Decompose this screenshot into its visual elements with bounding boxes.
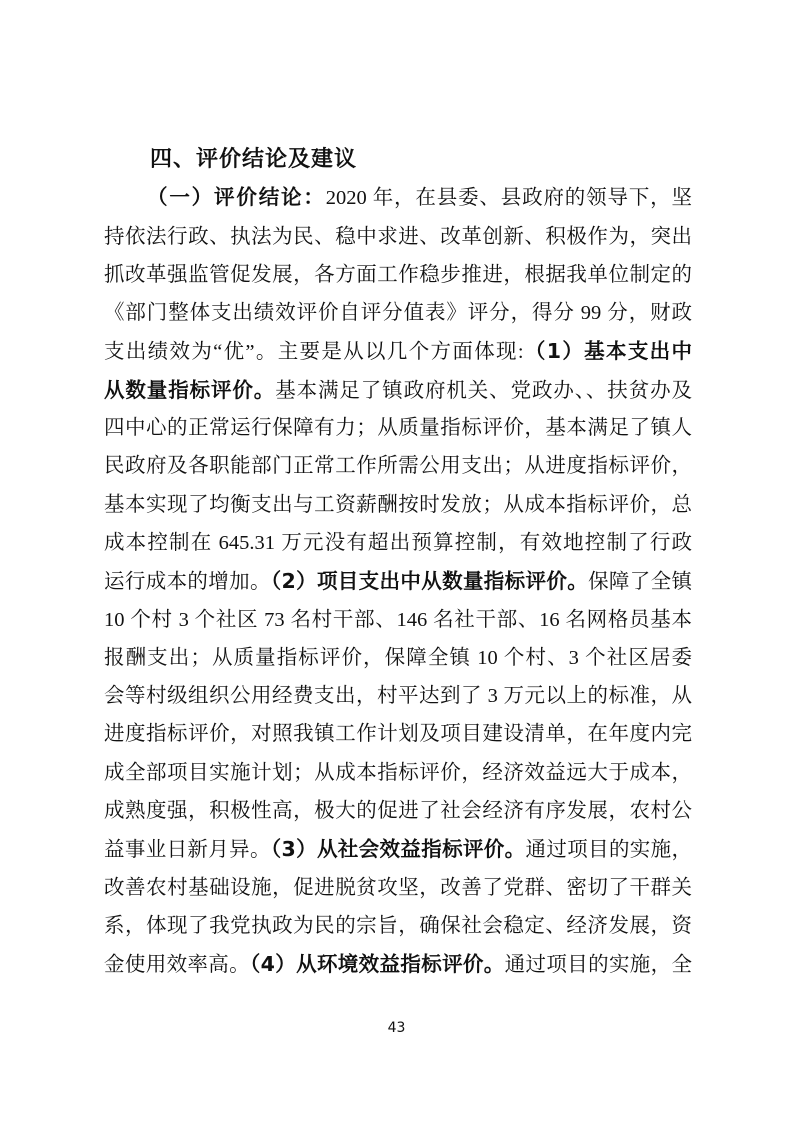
text-segment: 进度指标评价，对照我镇工作计划及项目建设清单，在年度内完 — [104, 723, 692, 746]
text-line — [104, 830, 692, 868]
text-segment: （2）项目支出中从数量指标评价。 — [270, 569, 589, 594]
text-segment: 改善农村基础设施，促进脱贫攻坚，改善了党群、密切了干群关 — [104, 876, 692, 899]
section-heading: 四、评价结论及建议 — [150, 147, 358, 172]
text-line — [104, 677, 692, 715]
text-segment: （一）评价结论： — [147, 187, 326, 210]
text-segment: 会等村级组织公用经费支出，村平达到了 3 万元以上的标准，从 — [104, 685, 692, 708]
text-segment: 保障了全镇 — [588, 571, 692, 594]
document-body — [104, 141, 692, 984]
text-segment: 基本满足了镇政府机关、党政办、、扶贫办及 — [275, 379, 692, 402]
text-segment: 金使用效率高。 — [104, 954, 250, 977]
text-segment: （1）基本支出中 — [523, 339, 692, 364]
text-line — [104, 524, 692, 562]
text-line — [104, 447, 692, 485]
text-segment: （4）从环境效益指标评价。 — [250, 952, 505, 977]
text-line — [104, 907, 692, 945]
text-segment: 成全部项目实施计划；从成本指标评价，经济效益远大于成本， — [104, 761, 692, 784]
text-segment: 基本实现了均衡支出与工资薪酬按时发放；从成本指标评价，总 — [104, 493, 692, 516]
page-number: 43 — [387, 1020, 406, 1036]
text-segment: 持依法行政、执法为民、稳中求进、改革创新、积极作为，突出 — [104, 225, 692, 248]
text-line — [104, 792, 692, 830]
text-segment: （3）从社会效益指标评价。 — [270, 837, 526, 862]
text-segment: 成本控制在 645.31 万元没有超出预算控制，有效地控制了行政 — [104, 531, 692, 554]
text-segment: 支出绩效为“优”。主要是从以几个方面体现: — [104, 341, 524, 364]
text-line — [104, 256, 692, 294]
text-segment: 通过项目的实施， — [525, 839, 692, 862]
text-segment: 通过项目的实施，全 — [504, 954, 692, 977]
text-segment: 报酬支出；从质量指标评价，保障全镇 10 个村、3 个社区居委 — [104, 646, 692, 669]
text-line — [104, 371, 692, 409]
text-segment: 2020 年，在县委、县政府的领导下，坚 — [325, 187, 692, 210]
text-line — [104, 294, 692, 332]
text-line — [104, 639, 692, 677]
text-line — [104, 218, 692, 256]
text-line — [104, 562, 692, 600]
text-segment: 成熟度强，积极性高，极大的促进了社会经济有序发展，农村公 — [104, 800, 692, 823]
text-segment: 民政府及各职能部门正常工作所需公用支出；从进度指标评价， — [104, 455, 692, 478]
text-line — [104, 486, 692, 524]
text-line — [104, 409, 692, 447]
text-segment: 《部门整体支出绩效评价自评分值表》评分，得分 99 分，财政 — [104, 302, 692, 325]
text-line — [104, 332, 692, 370]
text-segment: 运行成本的增加。 — [104, 571, 271, 594]
paragraph-lines — [104, 179, 692, 983]
text-segment: 10 个村 3 个社区 73 名村干部、146 名社干部、16 名网格员基本 — [104, 608, 692, 631]
text-line — [104, 179, 692, 217]
text-line — [104, 754, 692, 792]
text-line — [104, 715, 692, 753]
text-line — [104, 601, 692, 639]
text-line — [104, 869, 692, 907]
text-segment: 从数量指标评价。 — [104, 377, 276, 402]
text-line — [104, 945, 692, 983]
text-segment: 抓改革强监管促发展，各方面工作稳步推进，根据我单位制定的 — [104, 263, 692, 286]
text-segment: 益事业日新月异。 — [104, 839, 271, 862]
text-segment: 四中心的正常运行保障有力；从质量指标评价，基本满足了镇人 — [104, 417, 692, 440]
text-segment: 系，体现了我党执政为民的宗旨，确保社会稳定、经济发展，资 — [104, 914, 692, 937]
